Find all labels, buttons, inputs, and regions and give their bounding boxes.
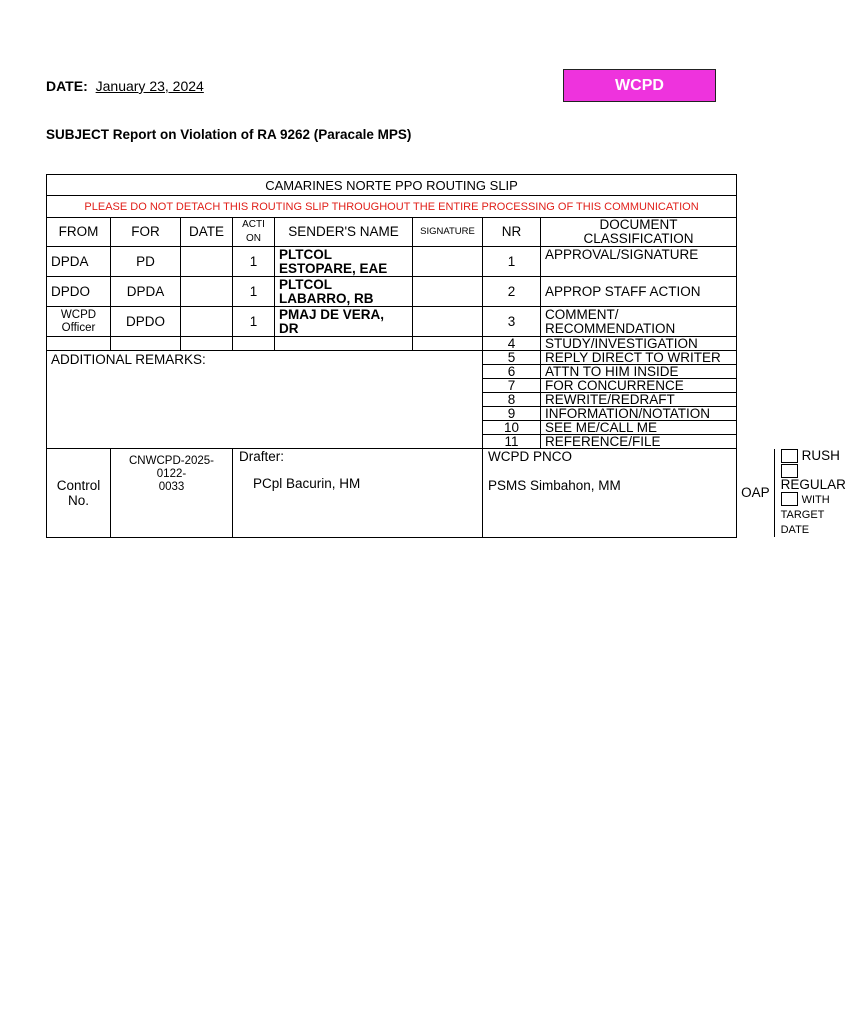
target-checkbox[interactable] (781, 492, 798, 506)
slip-warning: PLEASE DO NOT DETACH THIS ROUTING SLIP THROUGHOUT THE ENTIRE PROCESSING OF THIS COMMUNICATION (47, 196, 737, 218)
row-action: 1 (233, 247, 275, 277)
class-label: COMMENT/ RECOMMENDATION (541, 307, 737, 337)
regular-option[interactable]: REGULAR (781, 463, 846, 491)
subject-line: SUBJECT Report on Violation of RA 9262 (Paracale MPS) (46, 127, 412, 142)
row-signature (413, 277, 483, 307)
control-number: CNWCPD-2025-0122- 0033 (111, 449, 233, 538)
row-action: 1 (233, 307, 275, 337)
class-nr: 11 (483, 435, 541, 449)
col-classification: DOCUMENT CLASSIFICATION (541, 218, 737, 247)
date-label: DATE: (46, 78, 88, 94)
class-nr: 4 (483, 337, 541, 351)
regular-checkbox[interactable] (781, 464, 798, 478)
wcpd-badge: WCPD (563, 69, 716, 102)
drafter-cell (233, 449, 483, 538)
row-for: DPDA (111, 277, 181, 307)
slip-title: CAMARINES NORTE PPO ROUTING SLIP (47, 175, 737, 196)
row-for: PD (111, 247, 181, 277)
row-from: DPDO (47, 277, 111, 307)
row-action: 1 (233, 277, 275, 307)
row-signature (413, 307, 483, 337)
class-nr: 1 (483, 247, 541, 277)
class-nr: 9 (483, 407, 541, 421)
row-sender: PMAJ DE VERA, DR (275, 307, 413, 337)
row-sender: PLTCOL ESTOPARE, EAE (275, 247, 413, 277)
routing-row (47, 247, 737, 277)
routing-row (47, 277, 737, 307)
target-option[interactable]: WITH TARGET DATE (780, 493, 830, 536)
col-for: FOR (111, 218, 181, 247)
pnco-name: PSMS Simbahon, MM (488, 478, 621, 493)
drafter-label: Drafter: (239, 449, 285, 464)
col-nr: NR (483, 218, 541, 247)
class-label: APPROVAL/SIGNATURE (541, 247, 737, 277)
row-from: WCPD Officer (47, 307, 111, 337)
class-label: INFORMATION/NOTATION (541, 407, 737, 421)
oap-label: OAP (737, 449, 774, 537)
date-line (46, 78, 204, 94)
class-label: REPLY DIRECT TO WRITER (541, 351, 737, 365)
control-label: Control No. (47, 449, 111, 538)
additional-remarks: ADDITIONAL REMARKS: (47, 351, 483, 449)
date-value: January 23, 2024 (95, 78, 204, 94)
col-signature: SIGNATURE (413, 218, 483, 247)
class-nr: 5 (483, 351, 541, 365)
class-label: ATTN TO HIM INSIDE (541, 365, 737, 379)
drafter-name: PCpl Bacurin, HM (253, 476, 361, 491)
class-label: REFERENCE/FILE (541, 435, 737, 449)
rush-checkbox[interactable] (781, 449, 798, 463)
class-nr: 8 (483, 393, 541, 407)
row-from: DPDA (47, 247, 111, 277)
row-for: DPDO (111, 307, 181, 337)
class-nr: 6 (483, 365, 541, 379)
row-signature (413, 247, 483, 277)
row-date (181, 247, 233, 277)
routing-row (47, 307, 737, 337)
class-label: STUDY/INVESTIGATION (541, 337, 737, 351)
rush-option[interactable]: RUSH (781, 449, 846, 463)
row-sender: PLTCOL LABARRO, RB (275, 277, 413, 307)
row-date (181, 277, 233, 307)
row-date (181, 307, 233, 337)
class-label: APPROP STAFF ACTION (541, 277, 737, 307)
class-label: REWRITE/REDRAFT (541, 393, 737, 407)
pnco-cell (483, 449, 737, 538)
class-label: FOR CONCURRENCE (541, 379, 737, 393)
class-label: SEE ME/CALL ME (541, 421, 737, 435)
pnco-label: WCPD PNCO (488, 449, 572, 464)
class-nr: 2 (483, 277, 541, 307)
routing-slip-table (46, 174, 846, 538)
col-sender: SENDER'S NAME (275, 218, 413, 247)
col-from: FROM (47, 218, 111, 247)
class-nr: 7 (483, 379, 541, 393)
col-action: ACTI ON (233, 218, 275, 247)
col-date: DATE (181, 218, 233, 247)
class-nr: 10 (483, 421, 541, 435)
class-nr: 3 (483, 307, 541, 337)
